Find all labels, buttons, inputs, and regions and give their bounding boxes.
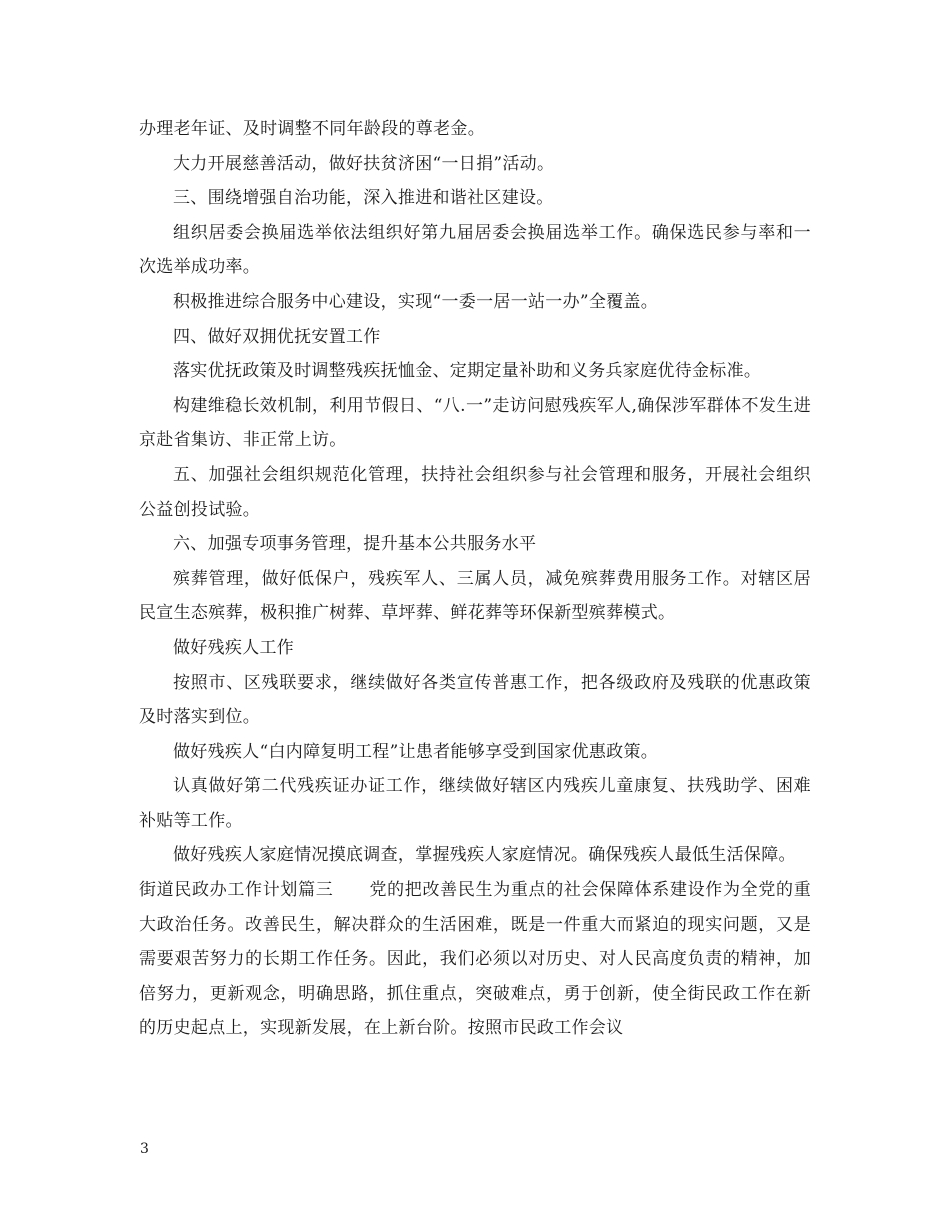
paragraph-14: 做好残疾人“白内障复明工程”让患者能够享受到国家优惠政策。 [173,741,659,762]
section-three-paragraph [139,873,811,1046]
section-body: 党的把改善民生为重点的社会保障体系建设作为全党的重大政治任务。改善民生，解决群众的生活困难，既是一件重大而紧迫的现实问题，又是需要艰苦努力的长期工作任务。因此，我们必须以对历史、对人民高度负责的精神，加倍努力，更新观念，明确思路，抓住重点，突破难点，勇于创新，使全街民政工作在新的历史起点上，实现新发展，在上新台阶。按照市民政工作会议 [139,880,811,1039]
paragraph-13: 按照市、区残联要求，继续做好各类宣传普惠工作，把各级政府及残联的优惠政策及时落实到位。 [139,672,811,728]
section-heading-5: 五、加强社会组织规范化管理，扶持社会组织参与社会管理和服务，开展社会组织公益创投试验。 [139,464,811,520]
paragraph-2: 大力开展慈善活动，做好扶贫济困“一日捐”活动。 [173,153,555,174]
paragraph-11: 殡葬管理，做好低保户，残疾军人、三属人员，减免殡葬费用服务工作。对辖区居民宣生态殡葬，极积推广树葬、草坪葬、鲜花葬等环保新型殡葬模式。 [139,568,811,624]
paragraph-5: 积极推进综合服务中心建设，实现“一委一居一站一办”全覆盖。 [173,291,659,312]
paragraph-1: 办理老年证、及时调整不同年龄段的尊老金。 [139,119,485,139]
section-heading-3: 三、围绕增强自治功能，深入推进和谐社区建设。 [173,188,554,209]
paragraph-7: 落实优抚政策及时调整残疾抚恤金、定期定量补助和义务兵家庭优待金标准。 [173,361,762,382]
section-title: 街道民政办工作计划篇三 [139,880,334,901]
paragraph-8: 构建维稳长效机制，利用节假日、“八.一”走访问慰残疾军人,确保涉军群体不发生进京赴省集访、非正常上访。 [139,395,811,451]
paragraph-16: 做好残疾人家庭情况摸底调查，掌握残疾人家庭情况。确保残疾人最低生活保障。 [173,845,796,866]
section-heading-4: 四、做好双拥优抚安置工作 [173,326,381,347]
paragraph-4: 组织居委会换届选举依法组织好第九届居委会换届选举工作。确保选民参与率和一次选举成功率。 [139,222,811,278]
page-number: 3 [140,1141,149,1157]
section-heading-6: 六、加强专项事务管理，提升基本公共服务水平 [173,534,537,555]
document-body [139,112,811,1046]
paragraph-15: 认真做好第二代残疾证办证工作，继续做好辖区内残疾儿童康复、扶残助学、困难补贴等工作。 [139,776,811,831]
paragraph-12: 做好残疾人工作 [173,637,295,658]
